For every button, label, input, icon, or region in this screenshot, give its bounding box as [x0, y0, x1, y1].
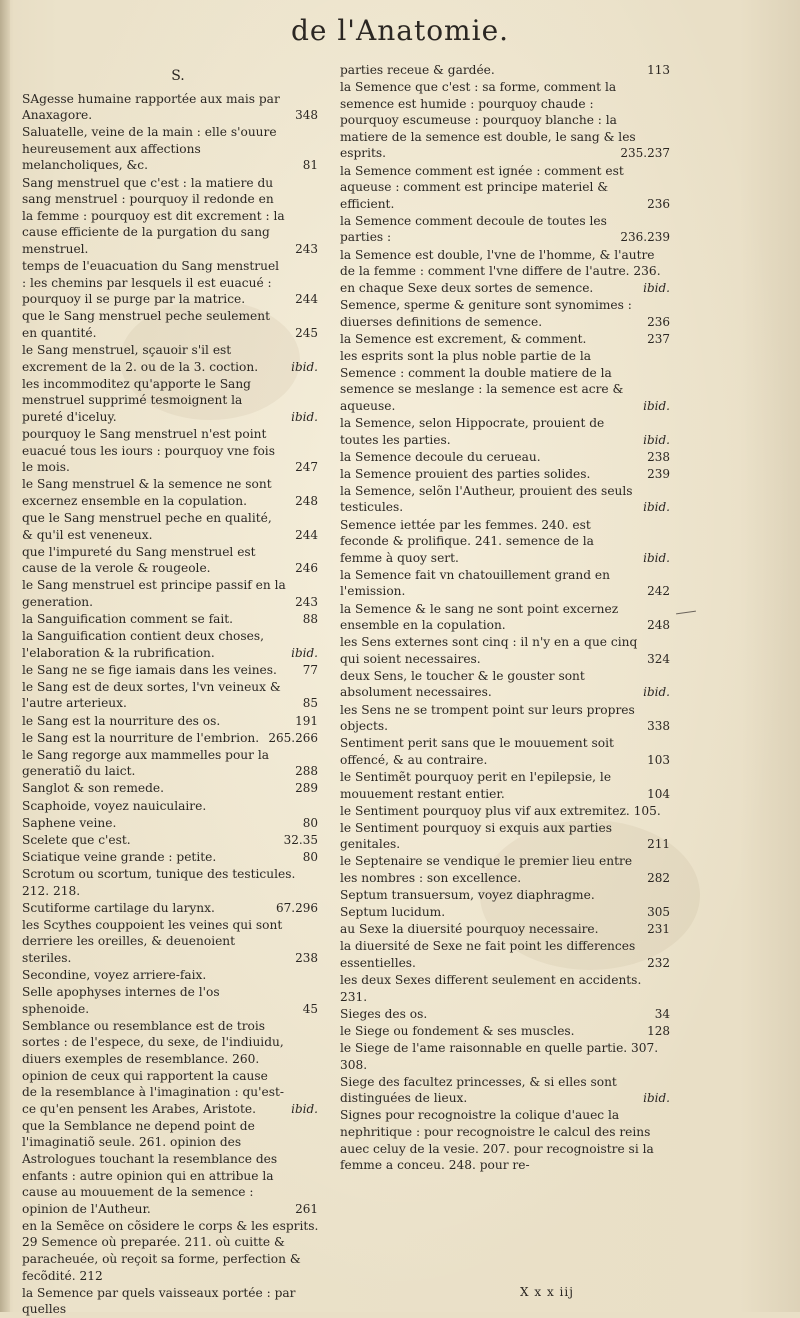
index-entry — [22, 124, 320, 174]
index-entry — [340, 803, 672, 820]
index-entry — [340, 415, 672, 448]
index-entry — [22, 1018, 320, 1118]
entry-page-ref: 236.239 — [620, 230, 670, 245]
index-entry — [340, 517, 672, 567]
binding-gutter — [0, 0, 10, 1312]
entry-text: la Semence fait vn chatouillement grand en l'emission. — [340, 567, 610, 599]
entry-text: la diuersité de Sexe ne fait point les differences essentielles. — [340, 939, 636, 970]
entry-text: deux Sens, le toucher & le gouster sont absolument necessaires. — [340, 668, 585, 700]
entry-page-ref: ibid. — [291, 359, 318, 374]
entry-text: les deux Sexes different seulement en accidents. 231. — [340, 973, 642, 1004]
entry-page-ref: 265.266 — [268, 730, 318, 745]
entry-page-ref: 246 — [295, 561, 318, 576]
entry-page-ref: 338 — [647, 719, 670, 734]
entry-text: que l'impureté du Sang menstruel est cause de la verole & rougeole. — [22, 544, 256, 576]
index-entry — [340, 297, 672, 330]
entry-page-ref: 80 — [302, 815, 318, 830]
entry-text: le Sang menstruel est principe passif en la generation. — [22, 578, 286, 609]
entry-page-ref: 81 — [302, 158, 318, 173]
entry-text: le Siege ou fondement & ses muscles. — [340, 1023, 575, 1038]
index-entry — [340, 79, 672, 162]
index-entry — [22, 1218, 320, 1284]
entry-text: Semence, sperme & geniture sont synomimes : diuerses definitions de semence. — [340, 298, 632, 329]
entry-text: Scrotum ou scortum, tunique des testicules. 212. 218. — [22, 866, 296, 898]
entry-page-ref: ibid. — [291, 409, 318, 424]
index-entry — [22, 866, 320, 899]
index-entry — [340, 769, 672, 802]
entry-page-ref: 77 — [302, 662, 318, 677]
entry-page-ref: 324 — [647, 651, 670, 666]
index-entry — [22, 662, 320, 679]
entry-text: Sieges des os. — [340, 1006, 428, 1021]
entry-page-ref: 237 — [647, 332, 670, 346]
index-entry — [340, 887, 672, 904]
index-entry — [340, 163, 672, 213]
entry-page-ref: 248 — [647, 618, 670, 633]
index-entry — [340, 904, 672, 921]
entry-page-ref: 128 — [647, 1023, 670, 1038]
index-entry — [340, 1040, 672, 1073]
index-entry — [22, 900, 320, 917]
entry-text: Sanglot & son remede. — [22, 781, 165, 796]
index-entry — [22, 308, 320, 341]
entry-page-ref: 34 — [654, 1006, 670, 1021]
entry-text: SAgesse humaine rapportée aux mais par Anaxagore. — [22, 91, 280, 123]
entry-page-ref: 103 — [647, 752, 670, 767]
entry-page-ref: 244 — [295, 527, 318, 542]
index-entry — [340, 668, 672, 701]
entry-page-ref: ibid. — [643, 398, 670, 413]
index-entry — [22, 679, 320, 712]
entry-text: Siege des facultez princesses, & si elles sont distinguées de lieux. — [340, 1074, 617, 1106]
index-entry — [22, 544, 320, 577]
index-entry — [22, 815, 320, 832]
index-entry — [22, 780, 320, 797]
entry-text: Selle apophyses internes de l'os sphenoide. — [22, 985, 220, 1016]
entry-page-ref: 45 — [302, 1001, 318, 1016]
entry-text: Secondine, voyez arriere-faix. — [22, 967, 207, 982]
entry-text: temps de l'euacuation du Sang menstruel : les chemins par lesquels il est euacué : pourquoy il se purge par la matrice. — [22, 259, 280, 307]
index-entry — [22, 628, 320, 661]
index-entry — [22, 577, 320, 610]
index-entry — [22, 91, 320, 124]
entry-text: la Semence est excrement, & comment. — [340, 332, 587, 346]
entry-page-ref: 32.35 — [283, 832, 318, 847]
entry-page-ref: 238 — [647, 449, 670, 464]
index-entry — [340, 853, 672, 886]
index-entry — [22, 1285, 320, 1318]
index-entry — [340, 247, 672, 280]
entry-text: pourquoy le Sang menstruel n'est point euacué tous les iours : pourquoy vne fois le mois. — [22, 426, 275, 475]
entry-text: Septum lucidum. — [340, 905, 446, 920]
entry-page-ref: ibid. — [643, 432, 670, 447]
index-entry — [22, 849, 320, 866]
entry-text: au Sexe la diuersité pourquoy necessaire. — [340, 922, 599, 937]
entry-text: la Semence decoule du cerueau. — [340, 449, 541, 464]
entry-page-ref: 289 — [295, 781, 318, 796]
running-head: de l'Anatomie. — [290, 14, 510, 47]
entry-page-ref: 236 — [647, 314, 670, 329]
section-letter: S. — [171, 68, 185, 84]
index-entry — [340, 1074, 672, 1107]
index-entry — [340, 483, 672, 516]
entry-page-ref: 85 — [302, 696, 318, 711]
entry-page-ref: 242 — [647, 584, 670, 599]
index-entry — [340, 348, 672, 414]
entry-text: la Semence comment decoule de toutes les parties : — [340, 213, 607, 245]
index-entry — [22, 426, 320, 476]
index-entry — [22, 713, 320, 730]
entry-page-ref: ibid. — [291, 1101, 318, 1116]
entry-text: Scelete que c'est. — [22, 832, 131, 847]
entry-page-ref: 232 — [647, 955, 670, 970]
entry-page-ref: 288 — [295, 764, 318, 779]
entry-text: la Semence par quels vaisseaux portée : par quelles — [22, 1285, 296, 1317]
entry-text: la Semence prouient des parties solides. — [340, 466, 591, 481]
entry-page-ref: ibid. — [643, 685, 670, 700]
entry-page-ref: ibid. — [291, 645, 318, 660]
index-entry — [22, 967, 320, 984]
index-entry — [340, 1006, 672, 1023]
index-entry — [22, 611, 320, 628]
index-entry — [22, 747, 320, 780]
entry-text: que le Sang menstruel peche en qualité, & qu'il est veneneux. — [22, 510, 272, 542]
entry-page-ref: 247 — [295, 460, 318, 475]
entry-text: la Semence, selõn l'Autheur, prouient des seuls testicules. — [340, 483, 633, 515]
entry-text: le Sang est de deux sortes, l'vn veineux & l'autre arterieux. — [22, 679, 281, 711]
entry-page-ref: 261 — [295, 1201, 318, 1216]
entry-page-ref: 104 — [647, 786, 670, 801]
entry-text: Sang menstruel que c'est : la matiere du sang menstruel : pourquoy il redonde en la femme : pourquoy est dit excrement : la cause efficiente de la purgation du sang menstruel. — [22, 175, 285, 256]
index-entry — [22, 917, 320, 967]
entry-text: le Siege de l'ame raisonnable en quelle partie. 307. 308. — [340, 1040, 659, 1072]
entry-text: le Sang est la nourriture des os. — [22, 713, 221, 728]
entry-text: Semence iettée par les femmes. 240. est feconde & prolifique. 241. semence de la femme à quoy sert. — [340, 517, 594, 565]
entry-text: que le Sang menstruel peche seulement en quantité. — [22, 309, 271, 340]
entry-page-ref: ibid. — [643, 500, 670, 515]
index-entry — [22, 476, 320, 509]
entry-text: la Semence comment est ignée : comment est aqueuse : comment est principe materiel & efficient. — [340, 163, 624, 211]
entry-text: Sentiment perit sans que le mouuement soit offencé, & au contraire. — [340, 736, 614, 767]
entry-page-ref: 80 — [302, 849, 318, 864]
entry-text: la Sanguification contient deux choses, l'elaboration & la rubrification. — [22, 629, 264, 660]
entry-text: les esprits sont la plus noble partie de la Semence : comment la double matiere de la semence se meslange : la semence est acre & aqueuse. — [340, 349, 624, 413]
entry-page-ref: 235.237 — [620, 146, 670, 161]
entry-text: en chaque Sexe deux sortes de semence. — [340, 281, 594, 296]
entry-page-ref: 191 — [295, 713, 318, 728]
entry-text: que la Semblance ne depend point de l'imaginatiõ seule. 261. opinion des Astrologues touchant la resemblance des enfants : autre opinion qui en attribue la cause au mouuement de la semence : opinion de l'Autheur. — [22, 1118, 278, 1216]
entry-page-ref: 243 — [295, 594, 318, 609]
index-entry — [340, 1107, 672, 1173]
entry-text: le Sang regorge aux mammelles pour la generatiõ du laict. — [22, 747, 270, 779]
entry-page-ref: 231 — [647, 922, 670, 937]
entry-text: la Semence est double, l'vne de l'homme, & l'autre de la femme : comment l'vne differe de l'autre. 236. — [340, 247, 661, 279]
index-entry — [340, 938, 672, 971]
index-entry — [340, 601, 672, 634]
index-entry — [340, 466, 672, 483]
entry-page-ref: 282 — [647, 871, 670, 885]
entry-text: le Septenaire se vendique le premier lieu entre les nombres : son excellence. — [340, 854, 633, 885]
entry-page-ref: 305 — [647, 905, 670, 920]
entry-page-ref: 67.296 — [276, 900, 318, 915]
index-entry — [340, 972, 672, 1005]
index-entry — [22, 798, 320, 815]
entry-text: Septum transuersum, voyez diaphragme. — [340, 888, 595, 903]
signature-mark: X x x iij — [520, 1285, 574, 1299]
entry-text: le Sentimẽt pourquoy perit en l'epilepsie, le mouuement restant entier. — [340, 769, 612, 801]
entry-text: la Semence, selon Hippocrate, prouient de toutes les parties. — [340, 415, 605, 447]
index-entry — [22, 376, 320, 426]
index-entry — [340, 62, 672, 79]
entry-text: le Sentiment pourquoy si exquis aux parties genitales. — [340, 820, 612, 852]
index-entry — [340, 331, 672, 348]
entry-text: en la Semẽce on cõsidere le corps & les esprits. 29 Semence où preparée. 211. où cuitte & paracheuée, où reçoit sa forme, perfection & fecõdité. 212 — [22, 1218, 319, 1283]
entry-page-ref: 113 — [647, 63, 670, 77]
entry-text: la Semence que c'est : sa forme, comment la semence est humide : pourquoy chaude : pourquoy escumeuse : pourquoy blanche : la matiere de la semence est double, le sang & les esprits. — [340, 80, 636, 161]
entry-text: le Sang menstruel, sçauoir s'il est excrement de la 2. ou de la 3. coction. — [22, 343, 259, 374]
entry-page-ref: 243 — [295, 241, 318, 256]
entry-text: la Semence & le sang ne sont point excernez ensemble en la copulation. — [340, 601, 619, 633]
entry-text: les Sens externes sont cinq : il n'y en a que cinq qui soient necessaires. — [340, 635, 638, 666]
entry-page-ref: 211 — [647, 837, 670, 852]
entry-text: Semblance ou resemblance est de trois sortes : de l'espece, du sexe, de l'indiuidu, diuers exemples de resemblance. 260. opinion de ceux qui rapportent la cause de la resemblance à l'imagination : qu'est-ce qu'en pensent les Arabes, Aristote. — [22, 1018, 284, 1116]
entry-text: les incommoditez qu'apporte le Sang menstruel supprimé tesmoignent la pureté d'iceluy. — [22, 376, 251, 424]
index-entry — [340, 567, 672, 600]
entry-page-ref: 248 — [295, 493, 318, 508]
entry-text: Sciatique veine grande : petite. — [22, 849, 217, 864]
entry-page-ref: 236 — [647, 196, 670, 211]
index-column-right — [340, 62, 672, 1174]
index-entry — [340, 213, 672, 246]
entry-text: Scaphoide, voyez nauiculaire. — [22, 798, 207, 813]
entry-text: parties receue & gardée. — [340, 63, 495, 77]
index-entry — [22, 832, 320, 849]
entry-page-ref: ibid. — [643, 281, 670, 296]
entry-page-ref: 88 — [302, 612, 318, 626]
entry-text: les Sens ne se trompent point sur leurs propres objects. — [340, 702, 635, 734]
index-entry — [22, 175, 320, 258]
index-entry — [340, 280, 672, 297]
entry-page-ref: 238 — [295, 950, 318, 965]
entry-page-ref: 245 — [295, 325, 318, 340]
index-entry — [22, 342, 320, 375]
index-entry — [340, 820, 672, 853]
entry-text: Saphene veine. — [22, 815, 117, 830]
entry-page-ref: ibid. — [643, 550, 670, 565]
index-entry — [22, 984, 320, 1017]
entry-text: Signes pour recognoistre la colique d'auec la nephritique : pour recognoistre le calcul des reins auec celuy de la vesie. 207. pour recognoistre si la femme a conceu. 248. pour re- — [340, 1108, 654, 1173]
entry-text: Scutiforme cartilage du larynx. — [22, 900, 215, 915]
index-entry — [340, 1023, 672, 1040]
entry-text: les Scythes couppoient les veines qui sont derriere les oreilles, & deuenoient steriles. — [22, 917, 283, 965]
index-entry — [22, 510, 320, 543]
index-entry — [340, 449, 672, 466]
entry-text: le Sang menstruel & la semence ne sont excernez ensemble en la copulation. — [22, 477, 272, 508]
entry-page-ref: 348 — [295, 108, 318, 123]
entry-text: le Sang est la nourriture de l'embrion. — [22, 730, 260, 745]
index-entry — [340, 735, 672, 768]
index-entry — [22, 730, 320, 747]
entry-page-ref: 244 — [295, 292, 318, 307]
index-entry — [340, 921, 672, 938]
index-entry — [340, 634, 672, 667]
margin-mark — [676, 611, 696, 615]
index-entry — [22, 258, 320, 308]
entry-text: Saluatelle, veine de la main : elle s'ouure heureusement aux affections melancholiques, &c. — [22, 125, 277, 173]
index-entry — [22, 1118, 320, 1218]
right-entry-list — [340, 62, 672, 1174]
index-entry — [340, 702, 672, 735]
entry-text: le Sentiment pourquoy plus vif aux extremitez. 105. — [340, 803, 661, 818]
entry-page-ref: ibid. — [643, 1091, 670, 1106]
left-entry-list — [22, 91, 320, 1318]
entry-text: le Sang ne se fige iamais dans les veines. — [22, 662, 277, 677]
entry-text: la Sanguification comment se fait. — [22, 612, 234, 626]
index-column-left — [22, 62, 320, 1318]
entry-page-ref: 239 — [647, 466, 670, 481]
